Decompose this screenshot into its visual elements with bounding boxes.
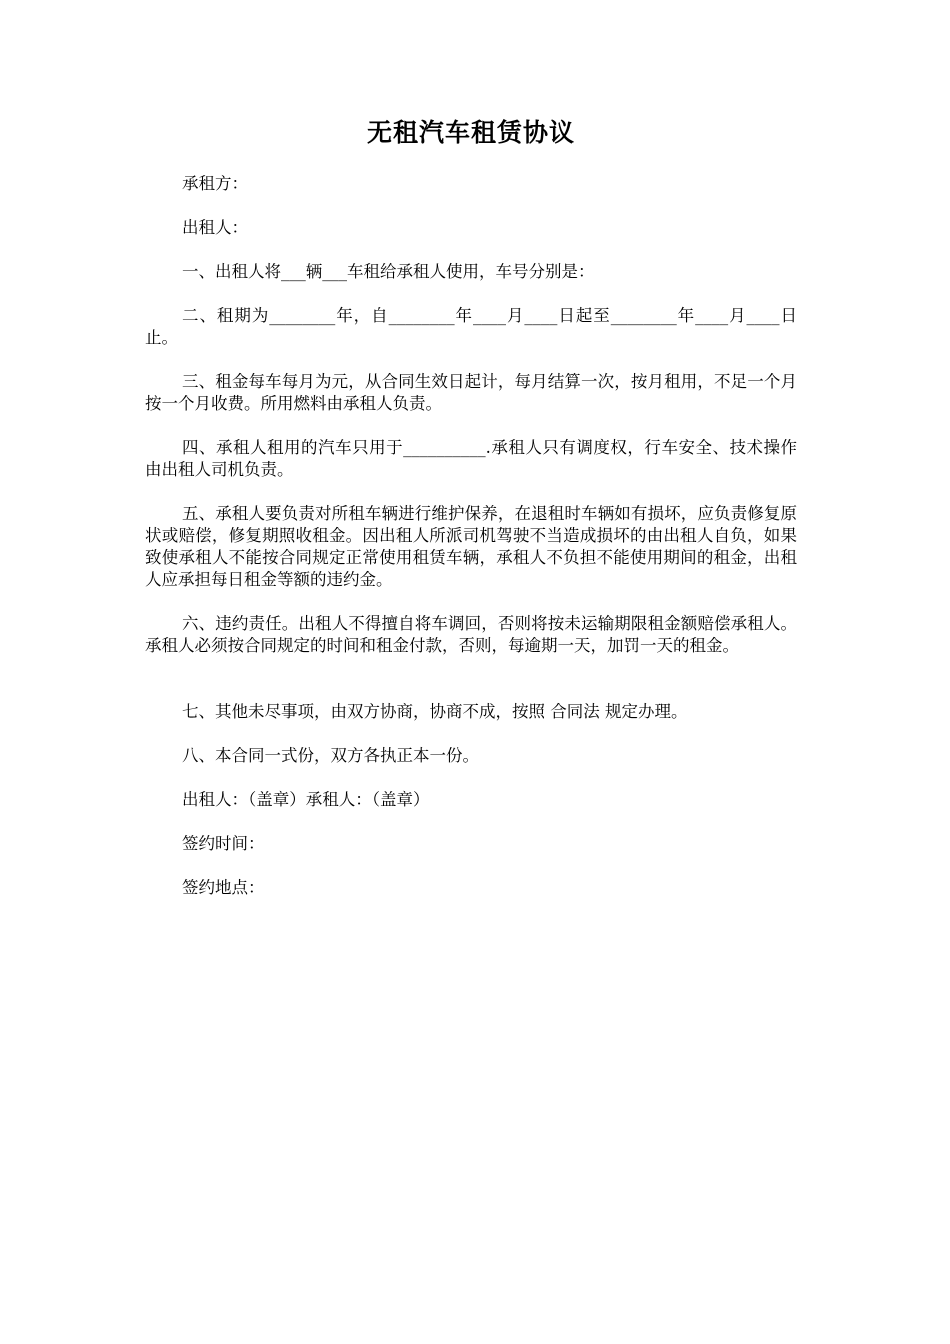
- lessor-line: 出租人：: [182, 218, 248, 237]
- clause-3: 三、租金每车每月为元，从合同生效日起计，每月结算一次，按月租用，不足一个月按一个月收费。所用燃料由承租人负责。: [145, 372, 797, 413]
- clause-7: 七、其他未尽事项，由双方协商，协商不成，按照 合同法 规定办理。: [182, 702, 688, 721]
- signature-line: 出租人：（盖章）承租人：（盖章）: [182, 790, 430, 809]
- clause-2: 二、租期为________年，自________年____月____日起至________年____月____日止。: [145, 306, 797, 347]
- document-title: 无租汽车租赁协议: [366, 118, 575, 147]
- clause-4: 四、承租人租用的汽车只用于__________.承租人只有调度权，行车安全、技术操作由出租人司机负责。: [145, 438, 797, 479]
- signing-time: 签约时间：: [182, 834, 265, 853]
- clause-1: 一、出租人将___辆___车租给承租人使用，车号分别是：: [182, 262, 595, 281]
- clause-5: 五、承租人要负责对所租车辆进行维护保养，在退租时车辆如有损坏，应负责修复原状或赔偿，修复期照收租金。因出租人所派司机驾驶不当造成损坏的由出租人自负，如果致使承租人不能按合同规定正常使用租赁车辆，承租人不负担不能使用期间的租金，出租人应承担每日租金等额的违约金。: [145, 504, 797, 589]
- tenant-line: 承租方：: [182, 174, 248, 193]
- clause-8: 八、本合同一式份，双方各执正本一份。: [182, 746, 479, 765]
- clause-6: 六、违约责任。出租人不得擅自将车调回，否则将按未运输期限租金额赔偿承租人。承租人必须按合同规定的时间和租金付款，否则，每逾期一天，加罚一天的租金。: [145, 614, 797, 655]
- signing-place: 签约地点：: [182, 878, 265, 897]
